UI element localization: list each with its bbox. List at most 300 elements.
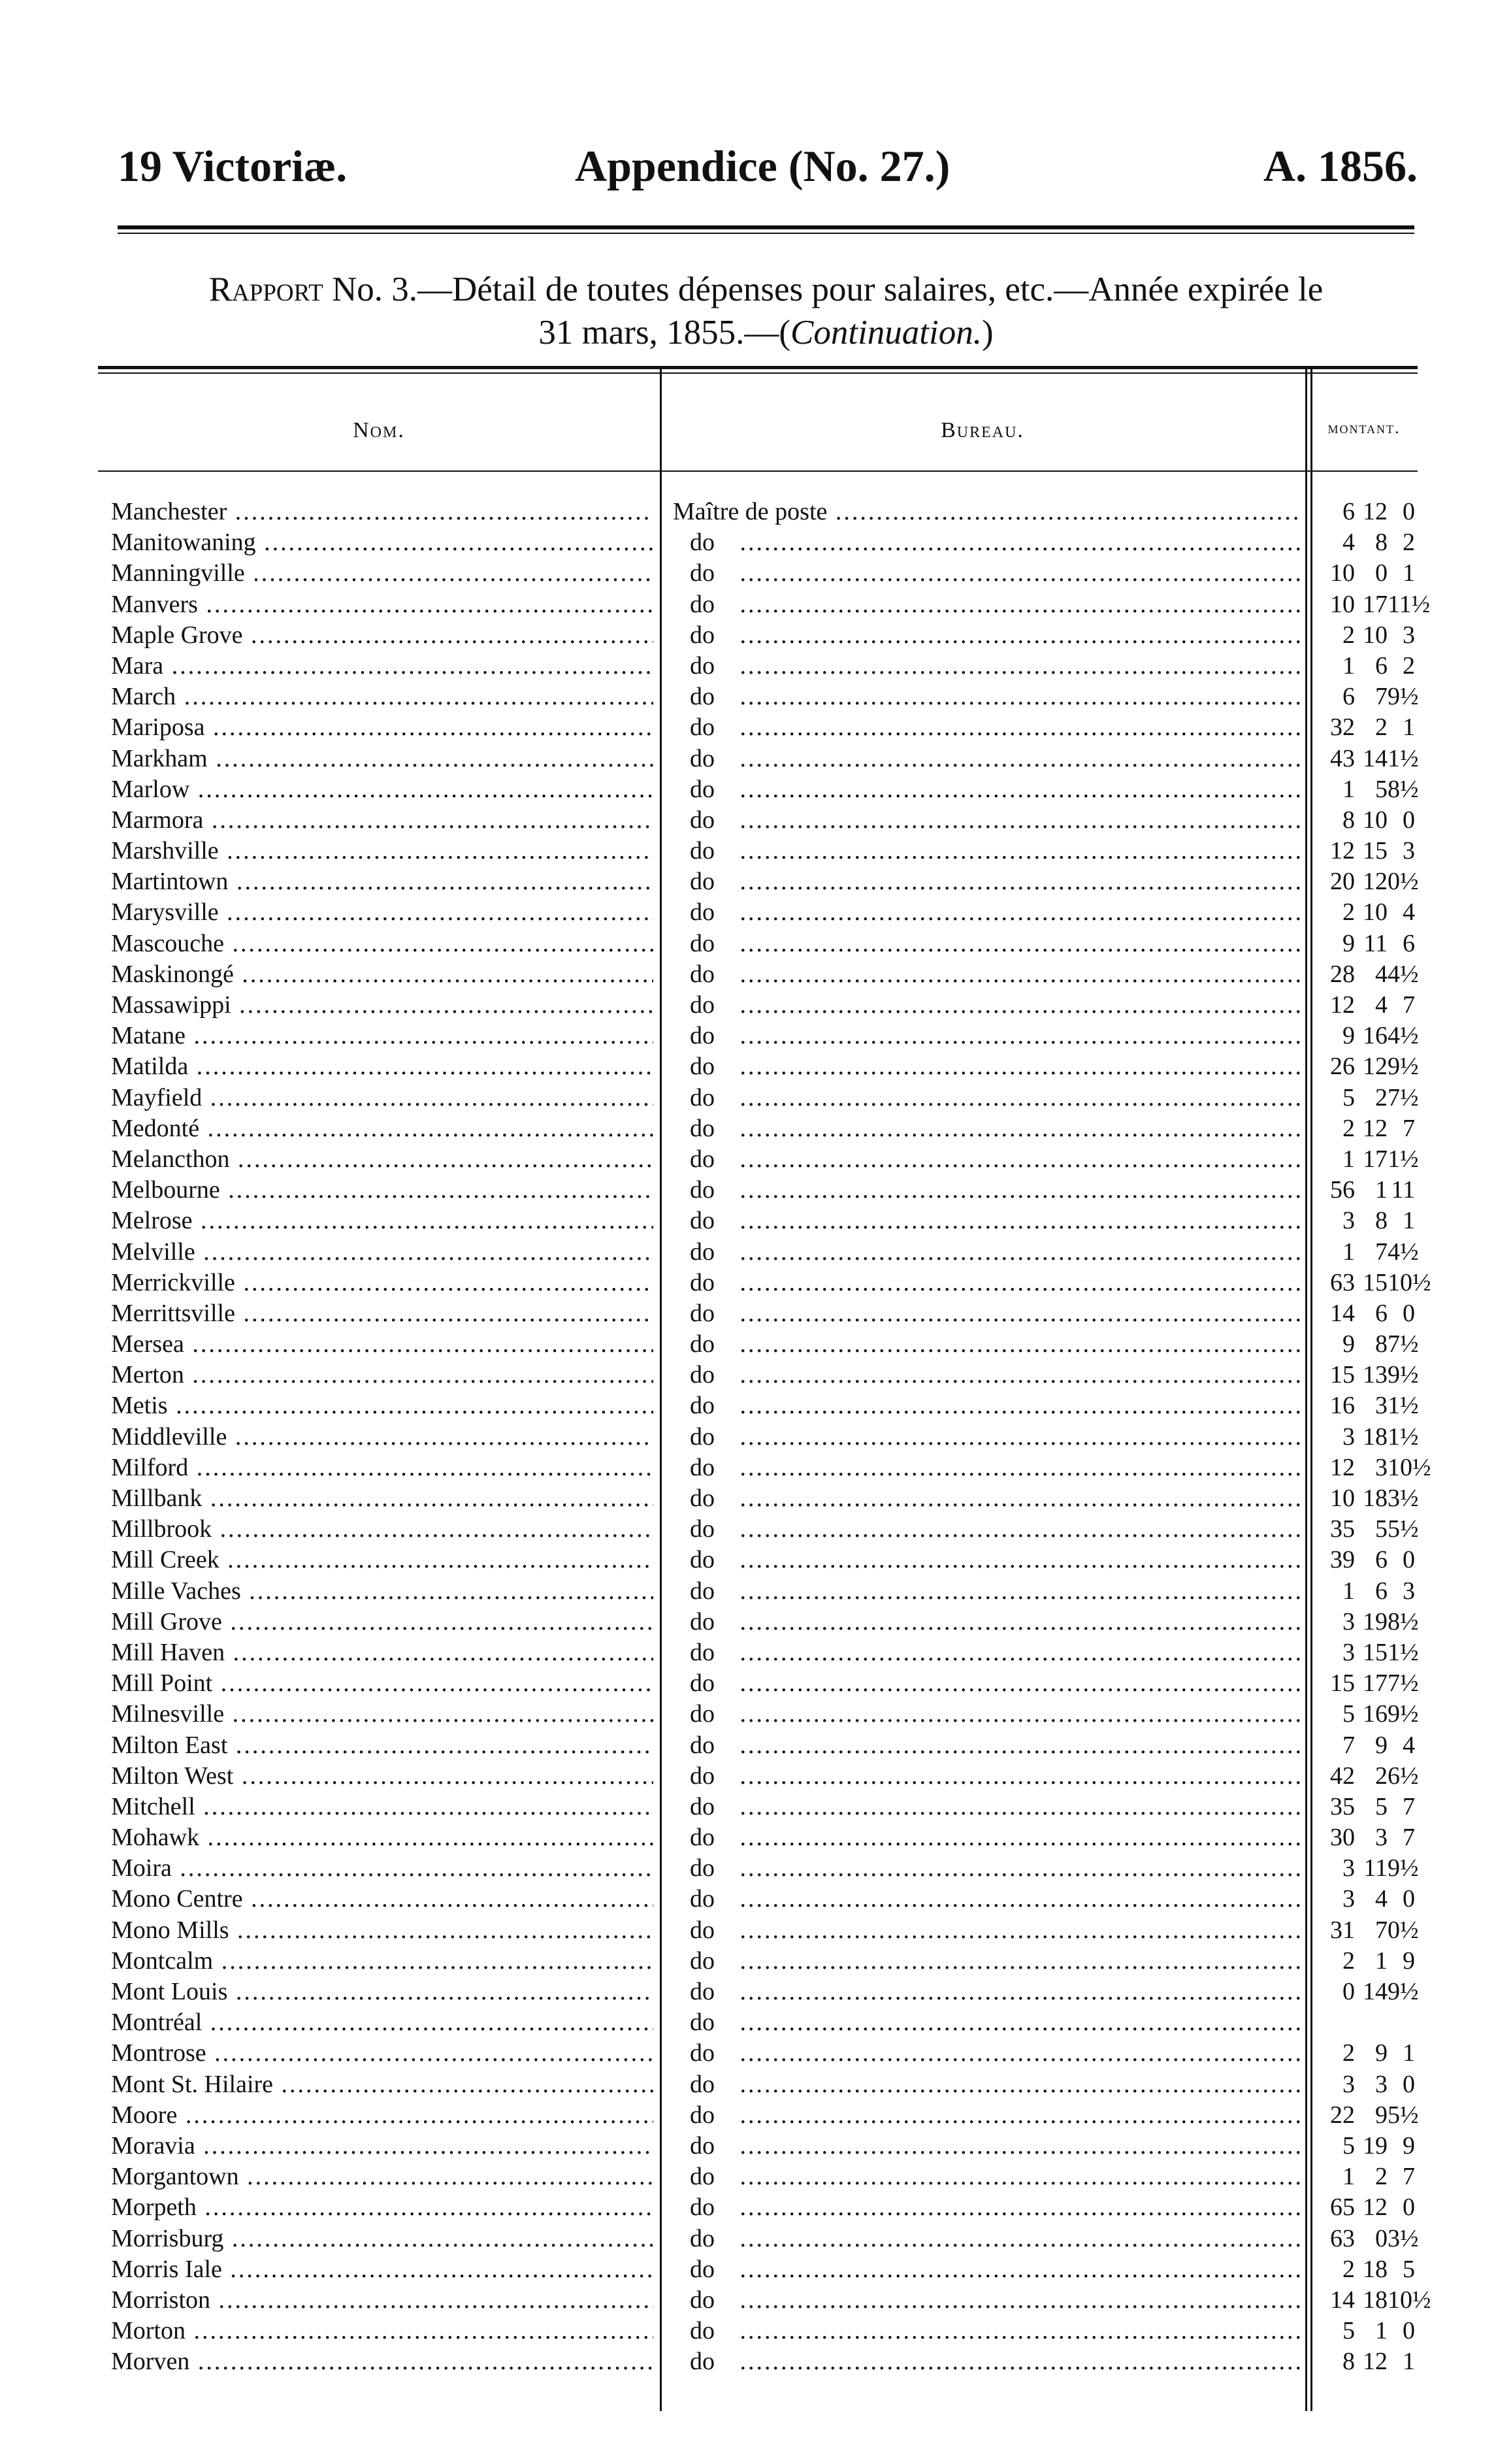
amount bbox=[1320, 712, 1418, 743]
amount bbox=[1320, 866, 1418, 897]
amount-pounds: 16 bbox=[1330, 1392, 1355, 1420]
office-type: do ..... bbox=[673, 1206, 1300, 1236]
amount bbox=[1320, 2254, 1418, 2285]
office-type: do ..... bbox=[673, 959, 1300, 990]
amount-pounds: 1 bbox=[1342, 1577, 1355, 1605]
amount-shillings: 3 bbox=[1375, 1453, 1388, 1481]
amount bbox=[1320, 2161, 1418, 2192]
amount-pence: 7½ bbox=[1388, 1669, 1419, 1698]
office-name: Metis ..... bbox=[111, 1390, 653, 1421]
amount bbox=[1320, 2131, 1418, 2161]
office-name: Moravia ..... bbox=[111, 2131, 653, 2161]
office-type: do ..... bbox=[673, 1021, 1300, 1051]
office-type: do ..... bbox=[673, 836, 1300, 866]
amount-pence: 9½ bbox=[1388, 1053, 1419, 1081]
table-row bbox=[98, 497, 1418, 527]
amount-pounds: 15 bbox=[1330, 1361, 1355, 1389]
table-row bbox=[98, 1144, 1418, 1175]
amount-pence: 3 bbox=[1403, 621, 1415, 649]
amount-shillings: 16 bbox=[1363, 1700, 1388, 1728]
office-type: do ..... bbox=[673, 1730, 1300, 1761]
amount-pence: 5 bbox=[1403, 2255, 1415, 2283]
office-type: do ..... bbox=[673, 2161, 1300, 2192]
amount bbox=[1320, 744, 1418, 774]
amount bbox=[1320, 1699, 1418, 1730]
office-name: Mara ..... bbox=[111, 651, 653, 682]
office-name: Mitchell ..... bbox=[111, 1792, 653, 1822]
amount-pounds: 8 bbox=[1342, 2348, 1355, 2376]
table-row bbox=[98, 1545, 1418, 1575]
header-year: A. 1856. bbox=[1263, 141, 1418, 191]
office-type: do ..... bbox=[673, 2224, 1300, 2254]
office-type: do ..... bbox=[673, 744, 1300, 774]
amount-pence: 7 bbox=[1403, 1792, 1415, 1820]
table-row bbox=[98, 1607, 1418, 1637]
table-row bbox=[98, 620, 1418, 651]
amount-shillings: 6 bbox=[1375, 1299, 1388, 1327]
office-type: do ..... bbox=[673, 2131, 1300, 2161]
amount-pounds: 28 bbox=[1330, 960, 1355, 988]
amount bbox=[1320, 497, 1418, 527]
amount-shillings: 15 bbox=[1363, 1638, 1388, 1666]
office-type: do ..... bbox=[673, 1637, 1300, 1668]
table-row bbox=[98, 1483, 1418, 1514]
column-header-nom: Nom. bbox=[353, 418, 405, 442]
office-type: do ..... bbox=[673, 2007, 1300, 2038]
office-type: do ..... bbox=[673, 2069, 1300, 2100]
report-title-line2: 31 mars, 1855.—( bbox=[538, 314, 790, 352]
amount-pence: 11 bbox=[1391, 1176, 1415, 1204]
amount-shillings: 16 bbox=[1363, 1022, 1388, 1050]
office-type: do ..... bbox=[673, 990, 1300, 1021]
table-row bbox=[98, 1175, 1418, 1206]
table-row bbox=[98, 1051, 1418, 1082]
table-row bbox=[98, 682, 1418, 712]
amount-shillings: 7 bbox=[1375, 1916, 1388, 1944]
amount bbox=[1320, 1051, 1418, 1082]
page-header bbox=[0, 140, 1496, 206]
office-name: Millbank ..... bbox=[111, 1483, 653, 1514]
office-type: do ..... bbox=[673, 712, 1300, 743]
amount-pounds: 65 bbox=[1330, 2193, 1355, 2222]
amount bbox=[1320, 1021, 1418, 1051]
amount-pounds: 5 bbox=[1342, 2317, 1355, 2345]
amount-pence: 8½ bbox=[1388, 775, 1419, 803]
amount bbox=[1320, 1483, 1418, 1514]
amount-pounds: 3 bbox=[1342, 1638, 1355, 1666]
report-title-close: ) bbox=[982, 314, 994, 352]
table-row bbox=[98, 527, 1418, 558]
office-type: do ..... bbox=[673, 1298, 1300, 1329]
amount-pence: 10½ bbox=[1388, 1453, 1431, 1481]
amount-shillings: 6 bbox=[1375, 1577, 1388, 1605]
office-name: Melville ..... bbox=[111, 1237, 653, 1268]
office-type: do ..... bbox=[673, 2192, 1300, 2223]
amount-pounds: 1 bbox=[1342, 1238, 1355, 1266]
office-type: do ..... bbox=[673, 1699, 1300, 1730]
office-type: do ..... bbox=[673, 2038, 1300, 2069]
amount-pence: 4½ bbox=[1388, 1022, 1419, 1050]
office-name: Moira ..... bbox=[111, 1853, 653, 1884]
amount-pence: 1 bbox=[1403, 559, 1415, 587]
amount bbox=[1320, 1884, 1418, 1914]
amount bbox=[1320, 1422, 1418, 1453]
amount-shillings: 0 bbox=[1375, 559, 1388, 587]
amount bbox=[1320, 805, 1418, 836]
amount-shillings: 15 bbox=[1363, 837, 1388, 865]
amount bbox=[1320, 2100, 1418, 2131]
column-header-bureau: Bureau. bbox=[941, 418, 1024, 442]
table-row bbox=[98, 1699, 1418, 1730]
table-body bbox=[98, 497, 1431, 2377]
office-type: do ..... bbox=[673, 1268, 1300, 1298]
office-type: do ..... bbox=[673, 1607, 1300, 1637]
amount-pounds: 30 bbox=[1330, 1824, 1355, 1852]
amount-pence: 9 bbox=[1403, 2131, 1415, 2160]
office-type: do ..... bbox=[673, 1083, 1300, 1113]
amount-pounds: 8 bbox=[1342, 806, 1355, 834]
office-type: do ..... bbox=[673, 1853, 1300, 1884]
office-name: Mill Creek ..... bbox=[111, 1545, 653, 1575]
amount-pounds: 15 bbox=[1330, 1669, 1355, 1698]
amount-pence: 4 bbox=[1403, 1731, 1415, 1759]
amount bbox=[1320, 897, 1418, 928]
office-name: Melancthon ..... bbox=[111, 1144, 653, 1175]
amount-pence: 0 bbox=[1403, 2193, 1415, 2222]
amount bbox=[1320, 2069, 1418, 2100]
amount-pounds: 22 bbox=[1330, 2101, 1355, 2129]
table-row bbox=[98, 2069, 1418, 2100]
table-row bbox=[98, 836, 1418, 866]
amount-pence: 7½ bbox=[1388, 1330, 1419, 1358]
amount-shillings: 6 bbox=[1375, 1546, 1388, 1574]
amount bbox=[1320, 1761, 1418, 1792]
amount-pounds: 43 bbox=[1330, 744, 1355, 772]
amount-pence: 1½ bbox=[1388, 1422, 1419, 1451]
amount-pounds: 3 bbox=[1342, 2070, 1355, 2098]
amount-pounds: 2 bbox=[1342, 621, 1355, 649]
amount bbox=[1320, 1360, 1418, 1390]
table-row bbox=[98, 1390, 1418, 1421]
amount-pence: 4 bbox=[1403, 898, 1415, 927]
office-name: Merton ..... bbox=[111, 1360, 653, 1390]
salary-table bbox=[98, 366, 1431, 2411]
amount-shillings: 1 bbox=[1375, 1176, 1388, 1204]
amount-pence: 1 bbox=[1403, 2039, 1415, 2067]
amount-pounds: 63 bbox=[1330, 2224, 1355, 2252]
amount bbox=[1320, 1237, 1418, 1268]
table-row bbox=[98, 712, 1418, 743]
amount-shillings: 8 bbox=[1375, 1207, 1388, 1235]
table-row bbox=[98, 959, 1418, 990]
amount-pounds: 9 bbox=[1342, 1022, 1355, 1050]
amount bbox=[1320, 1329, 1418, 1360]
table-row bbox=[98, 1884, 1418, 1914]
table-row bbox=[98, 1761, 1418, 1792]
amount-shillings: 17 bbox=[1363, 1669, 1388, 1698]
table-row bbox=[98, 1792, 1418, 1822]
amount bbox=[1320, 2007, 1418, 2038]
amount-pence: 10½ bbox=[1388, 2286, 1431, 2314]
amount-pence: 6 bbox=[1403, 929, 1415, 957]
report-title bbox=[118, 268, 1414, 354]
amount-shillings: 2 bbox=[1375, 1083, 1388, 1111]
amount bbox=[1320, 620, 1418, 651]
office-type: do ..... bbox=[673, 1946, 1300, 1977]
table-row bbox=[98, 2346, 1418, 2377]
amount-shillings: 10 bbox=[1363, 806, 1388, 834]
amount-pounds: 4 bbox=[1342, 529, 1355, 557]
table-row bbox=[98, 774, 1418, 805]
amount-pence: 0 bbox=[1403, 806, 1415, 834]
amount-pounds: 1 bbox=[1342, 651, 1355, 680]
office-type: do ..... bbox=[673, 1144, 1300, 1175]
amount-pence: 4½ bbox=[1388, 1238, 1419, 1266]
office-name: Manningville ..... bbox=[111, 558, 653, 589]
office-name: Morgantown ..... bbox=[111, 2161, 653, 2192]
table-row bbox=[98, 2254, 1418, 2285]
amount bbox=[1320, 2192, 1418, 2223]
amount bbox=[1320, 558, 1418, 589]
office-type: do ..... bbox=[673, 2316, 1300, 2346]
table-row bbox=[98, 2192, 1418, 2223]
amount-shillings: 6 bbox=[1375, 651, 1388, 680]
amount-pence: 7 bbox=[1403, 2163, 1415, 2191]
table-row bbox=[98, 2100, 1418, 2131]
office-type: do ..... bbox=[673, 928, 1300, 959]
office-name: Mill Grove ..... bbox=[111, 1607, 653, 1637]
header-appendix: Appendice (No. 27.) bbox=[575, 141, 951, 191]
amount-shillings: 18 bbox=[1363, 1485, 1388, 1512]
amount-pence: 7½ bbox=[1388, 1083, 1419, 1111]
table-row bbox=[98, 1730, 1418, 1761]
amount-pounds: 12 bbox=[1330, 1453, 1355, 1481]
table-row bbox=[98, 1298, 1418, 1329]
office-name: Mersea ..... bbox=[111, 1329, 653, 1360]
amount-pounds: 32 bbox=[1330, 714, 1355, 742]
office-name: Morrisburg ..... bbox=[111, 2224, 653, 2254]
office-name: Marshville ..... bbox=[111, 836, 653, 866]
table-row bbox=[98, 1946, 1418, 1977]
table-top-rule-thin bbox=[98, 372, 1418, 374]
amount bbox=[1320, 1853, 1418, 1884]
amount-pence: 3½ bbox=[1388, 2224, 1419, 2252]
table-row bbox=[98, 990, 1418, 1021]
amount-shillings: 19 bbox=[1363, 1607, 1388, 1635]
table-row bbox=[98, 928, 1418, 959]
amount-pounds: 5 bbox=[1342, 1700, 1355, 1728]
office-name: Morpeth ..... bbox=[111, 2192, 653, 2223]
table-row bbox=[98, 1668, 1418, 1699]
amount-pounds: 6 bbox=[1342, 683, 1355, 711]
amount-pounds: 14 bbox=[1330, 1299, 1355, 1327]
amount bbox=[1320, 2285, 1431, 2316]
office-name: Milton West ..... bbox=[111, 1761, 653, 1792]
amount-shillings: 4 bbox=[1375, 1885, 1388, 1913]
amount-pounds: 3 bbox=[1342, 1422, 1355, 1451]
header-rule bbox=[118, 225, 1414, 229]
amount bbox=[1320, 1083, 1418, 1113]
office-type: do ..... bbox=[673, 1977, 1300, 2007]
amount bbox=[1320, 1144, 1418, 1175]
amount-shillings: 1 bbox=[1375, 2317, 1388, 2345]
amount-shillings: 19 bbox=[1363, 2131, 1388, 2160]
table-row bbox=[98, 1329, 1418, 1360]
office-name: Milford ..... bbox=[111, 1453, 653, 1483]
amount-pounds: 5 bbox=[1342, 1083, 1355, 1111]
office-type: do ..... bbox=[673, 1422, 1300, 1453]
office-type: do ..... bbox=[673, 1483, 1300, 1514]
office-type: do ..... bbox=[673, 1545, 1300, 1575]
amount bbox=[1320, 682, 1418, 712]
table-row bbox=[98, 744, 1418, 774]
table-row bbox=[98, 651, 1418, 682]
table-row bbox=[98, 2131, 1418, 2161]
amount-shillings: 4 bbox=[1375, 991, 1388, 1019]
amount-pence: 1 bbox=[1403, 1207, 1415, 1235]
amount-pounds: 2 bbox=[1342, 1114, 1355, 1142]
amount-shillings: 12 bbox=[1363, 498, 1388, 525]
office-name: Merrickville ..... bbox=[111, 1268, 653, 1298]
amount bbox=[1320, 1514, 1418, 1545]
table-row bbox=[98, 1637, 1418, 1668]
amount-shillings: 13 bbox=[1363, 1361, 1388, 1389]
table-header-rule bbox=[98, 470, 1418, 472]
amount-pence: 7 bbox=[1403, 1824, 1415, 1852]
amount bbox=[1320, 1730, 1418, 1761]
amount-shillings: 14 bbox=[1363, 744, 1388, 772]
office-name: Mascouche ..... bbox=[111, 928, 653, 959]
office-name: Mono Centre ..... bbox=[111, 1884, 653, 1914]
amount-shillings: 5 bbox=[1375, 1792, 1388, 1820]
amount-pounds: 12 bbox=[1330, 991, 1355, 1019]
amount-pence: 7 bbox=[1403, 1114, 1415, 1142]
office-name: Montcalm ..... bbox=[111, 1946, 653, 1977]
amount-pence: 8½ bbox=[1388, 1607, 1419, 1635]
column-header-montant: montant. bbox=[1327, 418, 1401, 437]
amount-pence: 11½ bbox=[1388, 590, 1431, 618]
amount-pence: 0 bbox=[1403, 2317, 1415, 2345]
office-type: do ..... bbox=[673, 1668, 1300, 1699]
amount bbox=[1320, 1792, 1418, 1822]
table-row bbox=[98, 2285, 1431, 2316]
office-type: do ..... bbox=[673, 1792, 1300, 1822]
amount-pounds: 56 bbox=[1330, 1176, 1355, 1204]
amount-shillings: 1 bbox=[1375, 1947, 1388, 1975]
amount bbox=[1320, 928, 1418, 959]
amount bbox=[1320, 1175, 1418, 1206]
office-name: Melbourne ..... bbox=[111, 1175, 653, 1206]
amount-pounds: 3 bbox=[1342, 1607, 1355, 1635]
amount bbox=[1320, 959, 1418, 990]
office-type: do ..... bbox=[673, 1390, 1300, 1421]
amount-pence: 3 bbox=[1403, 837, 1415, 865]
amount-pence: 1½ bbox=[1388, 1145, 1419, 1173]
amount bbox=[1320, 1637, 1418, 1668]
amount-shillings: 7 bbox=[1375, 683, 1388, 711]
table-row bbox=[98, 866, 1418, 897]
amount-pounds: 35 bbox=[1330, 1792, 1355, 1820]
amount-pence: 7 bbox=[1403, 991, 1415, 1019]
amount bbox=[1320, 1576, 1418, 1607]
amount-shillings: 17 bbox=[1363, 590, 1388, 618]
amount-pence: 1 bbox=[1403, 2348, 1415, 2376]
amount-pence: 6½ bbox=[1388, 1762, 1419, 1790]
amount-pence: 10½ bbox=[1388, 1268, 1431, 1296]
office-type: do ..... bbox=[673, 589, 1300, 620]
amount-pounds: 1 bbox=[1342, 2163, 1355, 2191]
office-type: do ..... bbox=[673, 1884, 1300, 1914]
office-name: Moore ..... bbox=[111, 2100, 653, 2131]
amount-shillings: 9 bbox=[1375, 1731, 1388, 1759]
office-name: Markham ..... bbox=[111, 744, 653, 774]
amount-pence: 5½ bbox=[1388, 2101, 1419, 2129]
amount bbox=[1320, 1977, 1418, 2007]
office-type: do ..... bbox=[673, 1761, 1300, 1792]
table-row bbox=[98, 1915, 1418, 1946]
amount-shillings: 5 bbox=[1375, 1515, 1388, 1543]
amount-shillings: 18 bbox=[1363, 2286, 1388, 2314]
amount-pence: 3 bbox=[1403, 1577, 1415, 1605]
table-row bbox=[98, 2316, 1418, 2346]
header-session: 19 Victoriæ. bbox=[118, 141, 348, 191]
amount-pence: 1½ bbox=[1388, 744, 1419, 772]
office-type: do ..... bbox=[673, 805, 1300, 836]
amount bbox=[1320, 2346, 1418, 2377]
table-row bbox=[98, 2161, 1418, 2192]
amount-pounds: 3 bbox=[1342, 1207, 1355, 1235]
office-name: Milnesville ..... bbox=[111, 1699, 653, 1730]
table-row bbox=[98, 1422, 1418, 1453]
amount-shillings: 4 bbox=[1375, 960, 1388, 988]
amount bbox=[1320, 1607, 1418, 1637]
amount-pence: 3½ bbox=[1388, 1485, 1419, 1512]
amount-pence: 9½ bbox=[1388, 1361, 1419, 1389]
office-type: do ..... bbox=[673, 2285, 1300, 2316]
table-row bbox=[98, 2038, 1418, 2069]
office-type: do ..... bbox=[673, 651, 1300, 682]
office-name: Marysville ..... bbox=[111, 897, 653, 928]
amount-pounds: 0 bbox=[1342, 1978, 1355, 2005]
amount-pounds: 12 bbox=[1330, 837, 1355, 865]
amount-pence: 9½ bbox=[1388, 1700, 1419, 1728]
office-type: do ..... bbox=[673, 1237, 1300, 1268]
amount-pounds: 14 bbox=[1330, 2286, 1355, 2314]
amount bbox=[1320, 1822, 1418, 1853]
amount-pence: 0½ bbox=[1388, 868, 1419, 896]
amount-pounds: 9 bbox=[1342, 1330, 1355, 1358]
amount-pence: 9½ bbox=[1388, 1854, 1419, 1882]
table-row bbox=[98, 589, 1431, 620]
table-row bbox=[98, 2007, 1418, 2038]
office-type: do ..... bbox=[673, 774, 1300, 805]
office-type: do ..... bbox=[673, 558, 1300, 589]
amount-pence: 5½ bbox=[1388, 1515, 1419, 1543]
office-name: Morriston ..... bbox=[111, 2285, 653, 2316]
table-row bbox=[98, 1977, 1418, 2007]
amount-shillings: 3 bbox=[1375, 1392, 1388, 1420]
office-name: Mariposa ..... bbox=[111, 712, 653, 743]
amount-shillings: 2 bbox=[1375, 714, 1388, 742]
amount bbox=[1320, 1206, 1418, 1236]
report-title-line1: No. 3.—Détail de toutes dépenses pour salaires, etc.—Année expirée le bbox=[331, 271, 1324, 308]
table-row bbox=[98, 1514, 1418, 1545]
amount-shillings: 10 bbox=[1363, 898, 1388, 927]
amount-shillings: 9 bbox=[1375, 2039, 1388, 2067]
office-name: March ..... bbox=[111, 682, 653, 712]
amount-pounds: 7 bbox=[1342, 1731, 1355, 1759]
table-top-rule bbox=[98, 366, 1418, 369]
